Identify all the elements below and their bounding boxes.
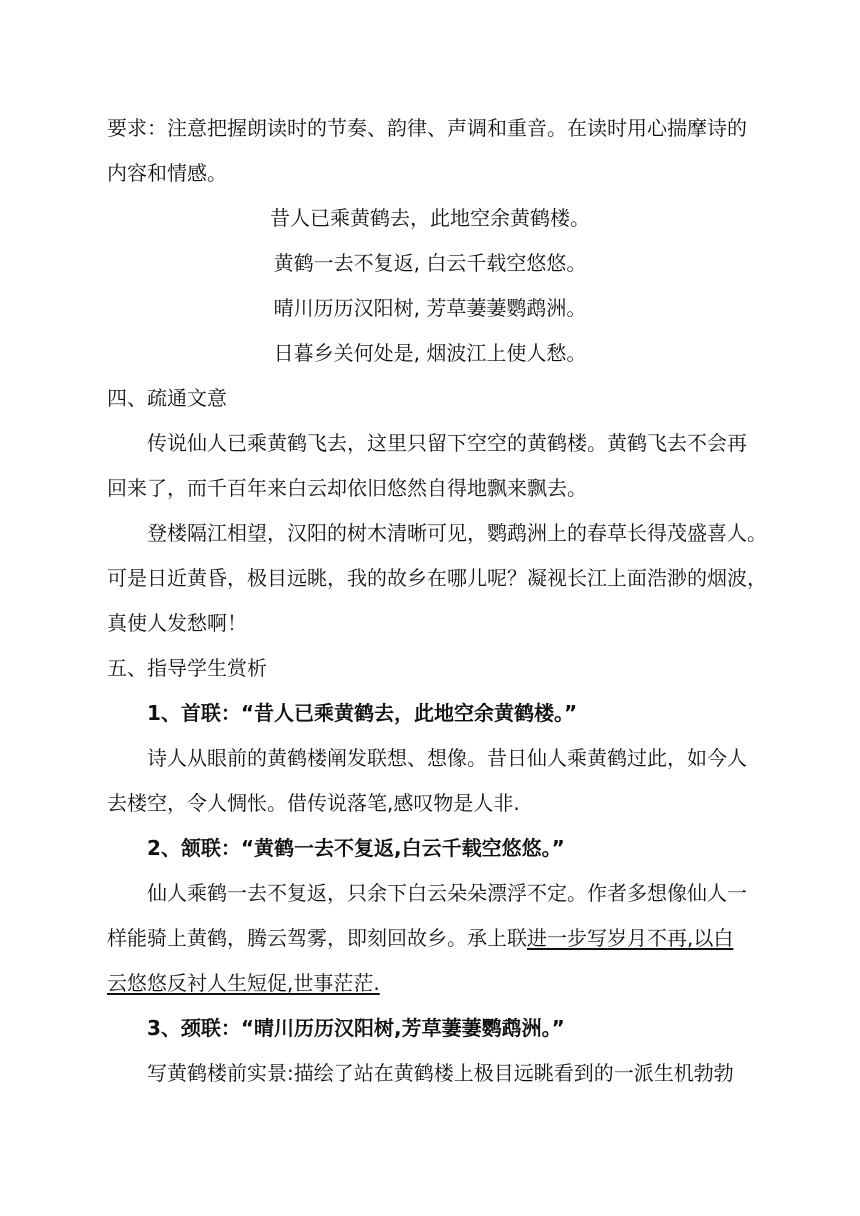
couplet-2-plain-text: 样能骑上黄鹤，腾云驾雾，即刻回故乡。承上联	[107, 926, 527, 950]
requirement-line-2: 内容和情感。	[107, 161, 227, 185]
poem-line-4: 日暮乡关何处是, 烟波江上使人愁。	[273, 341, 587, 365]
couplet-3-heading: 3、颈联：“晴川历历汉阳树,芳草萋萋鹦鹉洲。”	[147, 1016, 565, 1040]
paragraph-1-line-2: 回来了，而千百年来白云却依旧悠然自得地飘来飘去。	[107, 476, 587, 500]
section-heading-5: 五、指导学生赏析	[107, 656, 267, 680]
couplet-2-underlined-text-cont: 云悠悠反衬人生短促,世事茫茫.	[107, 971, 380, 995]
couplet-2-line-3	[107, 968, 753, 998]
paragraph-2-line-3: 真使人发愁啊！	[107, 611, 247, 635]
poem-line-2: 黄鹤一去不复返, 白云千载空悠悠。	[273, 251, 587, 275]
paragraph-2-line-2: 可是日近黄昏，极目远眺，我的故乡在哪儿呢？凝视长江上面浩渺的烟波，	[107, 566, 767, 590]
paragraph-1-line-1: 传说仙人已乘黄鹤飞去，这里只留下空空的黄鹤楼。黄鹤飞去不会再	[147, 431, 747, 455]
couplet-2-heading: 2、颔联：“黄鹤一去不复返,白云千载空悠悠。”	[147, 836, 565, 860]
couplet-1-line-2: 去楼空，令人惆怅。借传说落笔,感叹物是人非.	[107, 791, 520, 815]
poem-line-3: 晴川历历汉阳树, 芳草萋萋鹦鹉洲。	[273, 296, 587, 320]
poem-line-1: 昔人已乘黄鹤去，此地空余黄鹤楼。	[270, 206, 590, 230]
couplet-2-line-2	[107, 923, 753, 953]
couplet-1-heading: 1、首联：“昔人已乘黄鹤去，此地空余黄鹤楼。”	[147, 701, 578, 725]
couplet-3-line-1: 写黄鹤楼前实景:描绘了站在黄鹤楼上极目远眺看到的一派生机勃勃	[147, 1061, 734, 1085]
paragraph-2-line-1: 登楼隔江相望，汉阳的树木清晰可见，鹦鹉洲上的春草长得茂盛喜人。	[147, 521, 767, 545]
couplet-2-underlined-text: 进一步写岁月不再,以白	[527, 926, 734, 950]
requirement-line-1: 要求：注意把握朗读时的节奏、韵律、声调和重音。在读时用心揣摩诗的	[107, 116, 747, 140]
couplet-1-line-1: 诗人从眼前的黄鹤楼阐发联想、想像。昔日仙人乘黄鹤过此，如今人	[147, 746, 747, 770]
section-heading-4: 四、疏通文意	[107, 386, 227, 410]
couplet-2-line-1: 仙人乘鹤一去不复返，只余下白云朵朵漂浮不定。作者多想像仙人一	[147, 881, 747, 905]
